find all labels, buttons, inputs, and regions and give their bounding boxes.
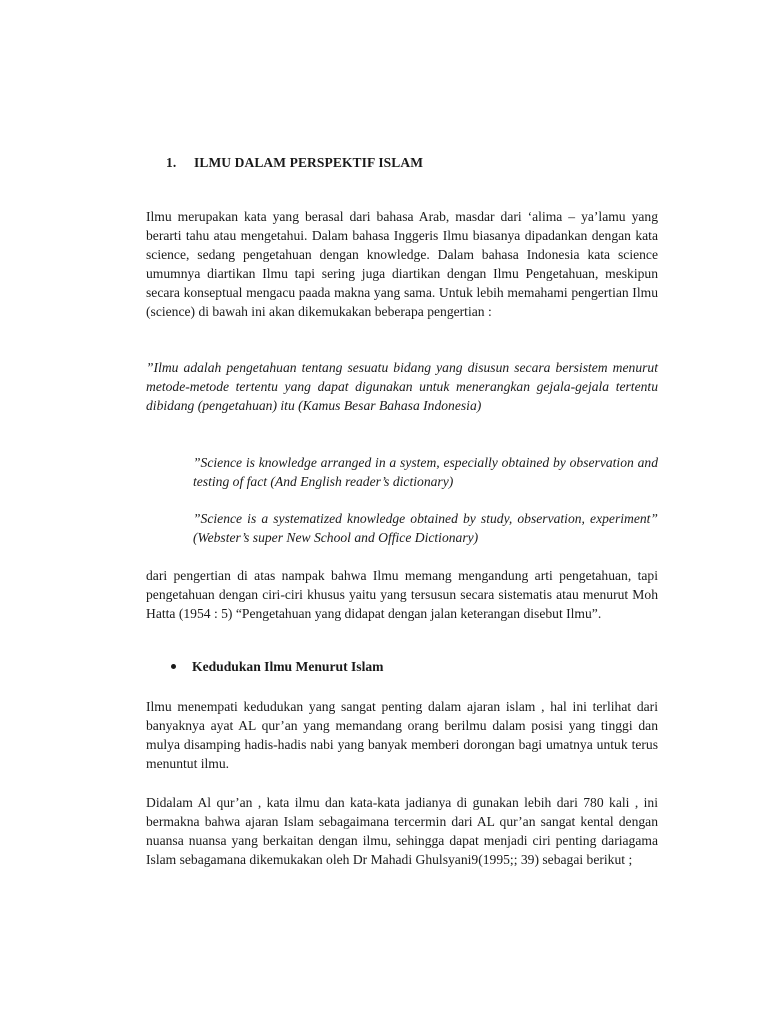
position-paragraph: Ilmu menempati kedudukan yang sangat penting dalam ajaran islam , hal ini terlihat dari banyaknya ayat AL qur’an yang memandang orang berilmu dalam posisi yang tinggi dan mulya disamping hadis-hadis nabi yang banyak memberi dorongan bagi umatnya untuk terus menuntut ilmu. — [146, 699, 658, 771]
section-title: ILMU DALAM PERSPEKTIF ISLAM — [194, 155, 424, 170]
conclusion-paragraph: dari pengertian di atas nampak bahwa Ilmu memang mengandung arti pengetahuan, tapi pengetahuan dengan ciri-ciri khusus yaitu yang tersusun secara sistematis atau menurut Moh Hatta (1954 : 5) “Pengetahuan yang didapat dengan jalan keterangan disebut Ilmu”. — [146, 568, 658, 621]
section-number: 1. — [166, 155, 177, 170]
quote-english-dictionary: ”Science is knowledge arranged in a system, especially obtained by observation and testing of fact (And English reader’s dictionary) — [193, 455, 658, 489]
bullet-dot-icon — [171, 664, 176, 669]
quran-paragraph: Didalam Al qur’an , kata ilmu dan kata-kata jadianya di gunakan lebih dari 780 kali , ini bermakna bahwa ajaran Islam sebagaimana tercermin dari AL qur’an sangat kental dengan nuansa nuansa yang berkaitan dengan ilmu, sehingga dapat menjadi ciri penting dariagama Islam sebagamana dikemukakan oleh Dr Mahadi Ghulsyani9(1995;; 39) sebagai berikut ; — [146, 795, 658, 867]
quote-webster: ”Science is a systematized knowledge obtained by study, observation, experiment” (Webster’s super New School and Office Dictionary) — [193, 511, 658, 545]
bullet-heading-text: Kedudukan Ilmu Menurut Islam — [192, 659, 384, 674]
intro-paragraph: Ilmu merupakan kata yang berasal dari bahasa Arab, masdar dari ‘alima – ya’lamu yang berarti tahu atau mengetahui. Dalam bahasa Inggeris Ilmu biasanya dipadankan dengan kata science, sedang pengetahuan dengan knowledge. Dalam bahasa Indonesia kata science umumnya diartikan Ilmu tapi sering juga diartikan dengan Ilmu Pengetahuan, meskipun secara konseptual mengacu paada makna yang sama. Untuk lebih memahami pengertian Ilmu (science) di bawah ini akan dikemukakan beberapa pengertian : — [146, 209, 658, 319]
section-heading — [166, 155, 423, 171]
quote-kbbi: ”Ilmu adalah pengetahuan tentang sesuatu bidang yang disusun secara bersistem menurut metode-metode tertentu yang dapat digunakan untuk menerangkan gejala-gejala tertentu dibidang (pengetahuan) itu (Kamus Besar Bahasa Indonesia) — [146, 360, 658, 413]
bullet-heading — [171, 659, 384, 675]
